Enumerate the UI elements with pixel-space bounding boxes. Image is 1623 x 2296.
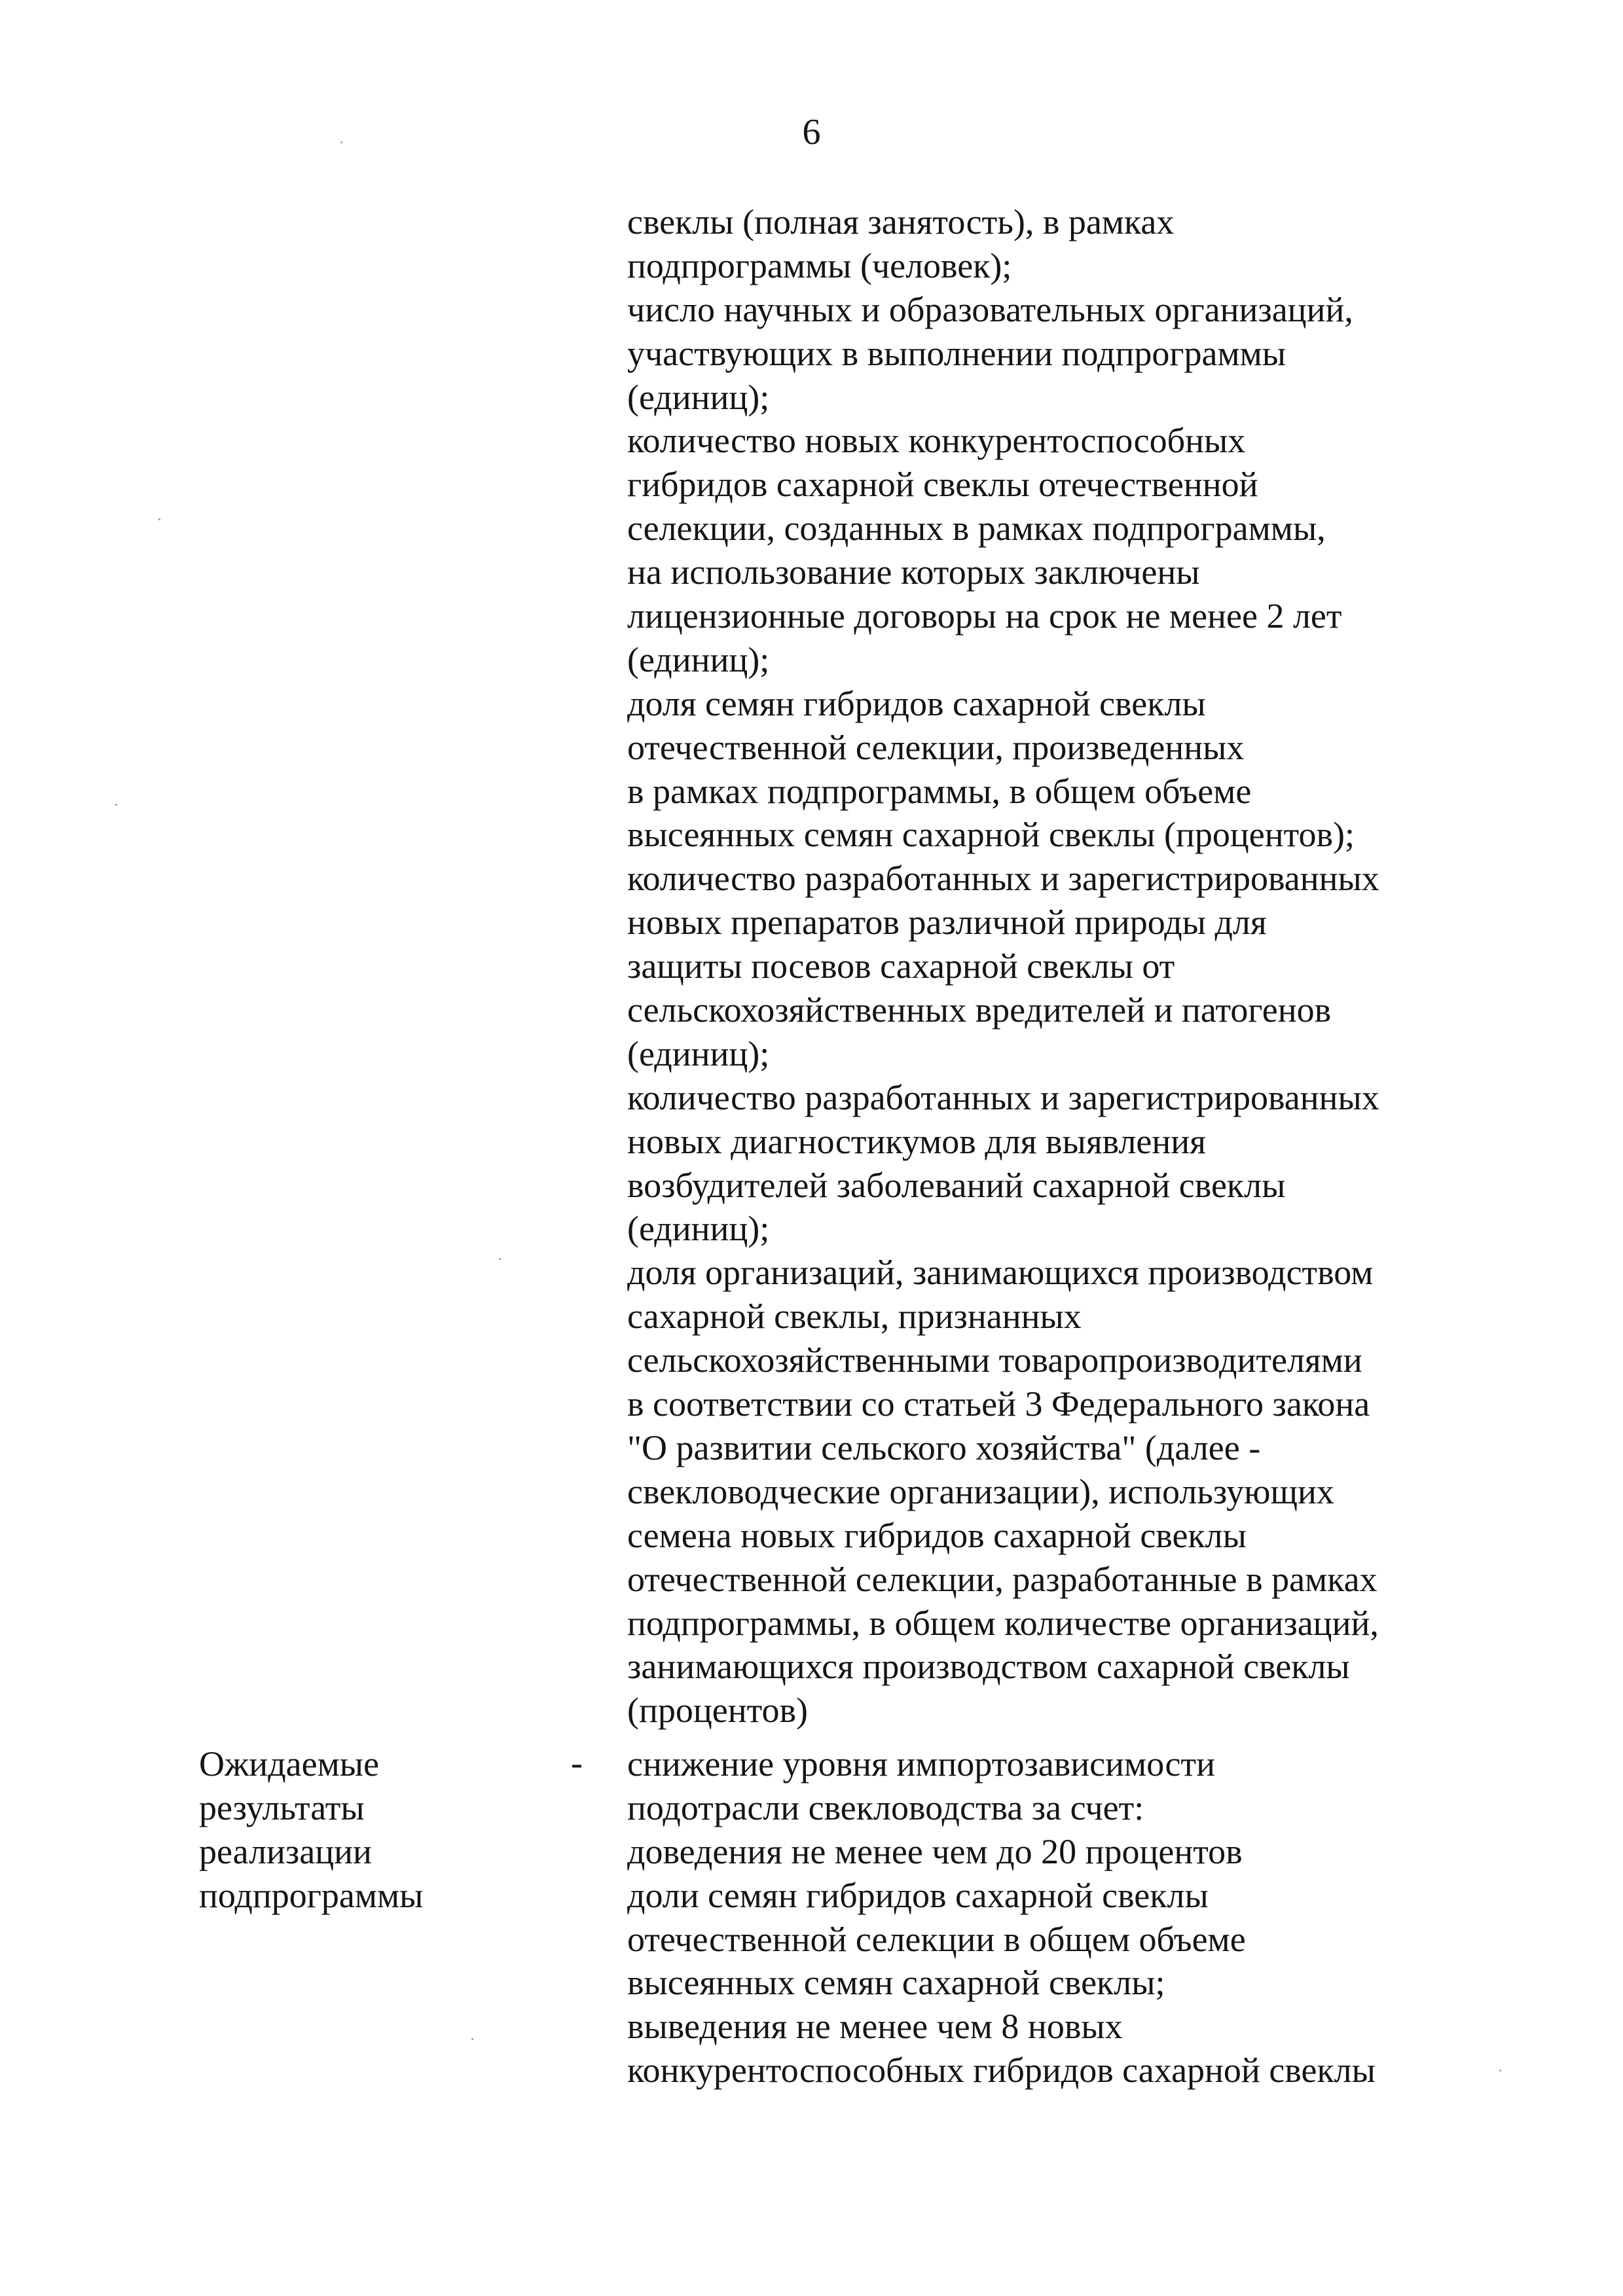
text-line: число научных и образовательных организаций,	[627, 289, 1353, 329]
text-line: лицензионные договоры на срок не менее 2 лет	[627, 596, 1342, 636]
text-line: сахарной свеклы, признанных	[627, 1297, 1082, 1336]
text-line: новых препаратов различной природы для	[627, 903, 1267, 942]
text-line: занимающихся производством сахарной свеклы	[627, 1647, 1350, 1687]
text-line: доля организаций, занимающихся производством	[627, 1253, 1374, 1293]
text-line: семена новых гибридов сахарной свеклы	[627, 1515, 1247, 1555]
text-line: конкурентоспособных гибридов сахарной свеклы	[627, 2051, 1376, 2090]
text-line: подпрограммы, в общем количестве организаций,	[627, 1603, 1379, 1643]
text-line: свеклы (полная занятость), в рамках	[627, 202, 1175, 242]
text-line: (единиц);	[627, 1209, 770, 1249]
text-line: новых диагностикумов для выявления	[627, 1121, 1207, 1161]
scan-speck	[471, 2038, 473, 2040]
text-line: высеянных семян сахарной свеклы (процентов);	[627, 815, 1355, 855]
page-number: 6	[802, 112, 821, 152]
text-line: (единиц);	[627, 377, 770, 417]
scan-speck	[499, 1258, 501, 1260]
text-line: доведения не менее чем до 20 процентов	[627, 1831, 1243, 1871]
text-line: свекловодческие организации), использующих	[627, 1471, 1334, 1511]
text-line: сельскохозяйственных вредителей и патогенов	[627, 990, 1332, 1030]
scan-speck	[1499, 2070, 1501, 2072]
text-line: количество разработанных и зарегистрированных	[627, 1077, 1379, 1117]
text-line: в рамках подпрограммы, в общем объеме	[627, 771, 1252, 811]
text-line: подпрограммы (человек);	[627, 245, 1012, 285]
text-line: (процентов)	[627, 1691, 809, 1731]
text-line: количество новых конкурентоспособных	[627, 421, 1246, 461]
text-line: на использование которых заключены	[627, 552, 1200, 592]
text-line: отечественной селекции в общем объеме	[627, 1919, 1246, 1959]
label-line: реализации	[199, 1831, 372, 1871]
label-line: подпрограммы	[199, 1875, 424, 1915]
text-line: доля семян гибридов сахарной свеклы	[627, 683, 1206, 723]
text-line: защиты посевов сахарной свеклы от	[627, 946, 1175, 986]
text-line: сельскохозяйственными товаропроизводителями	[627, 1340, 1362, 1380]
row-separator-dash: -	[571, 1743, 583, 1782]
text-line: гибридов сахарной свеклы отечественной	[627, 465, 1258, 505]
text-line: отечественной селекции, разработанные в рамках	[627, 1559, 1377, 1599]
label-line: результаты	[199, 1787, 365, 1827]
text-line: доли семян гибридов сахарной свеклы	[627, 1875, 1209, 1915]
expected-results-label	[199, 1742, 423, 1918]
text-line: "О развитии сельского хозяйства" (далее -	[627, 1427, 1261, 1467]
scan-speck	[340, 141, 342, 143]
text-line: отечественной селекции, произведенных	[627, 727, 1245, 767]
text-line: высеянных семян сахарной свеклы;	[627, 1963, 1165, 2003]
indicators-continuation	[627, 200, 1379, 1732]
text-line: (единиц);	[627, 639, 770, 679]
text-line: в соответствии со статьей 3 Федерального закона	[627, 1384, 1370, 1424]
scan-speck	[158, 518, 160, 520]
text-line: снижение уровня импортозависимости	[627, 1744, 1216, 1784]
expected-results-text	[627, 1742, 1376, 2092]
text-line: участвующих в выполнении подпрограммы	[627, 333, 1286, 373]
text-line: количество разработанных и зарегистрированных	[627, 859, 1379, 899]
text-line: (единиц);	[627, 1033, 770, 1073]
text-line: подотрасли свекловодства за счет:	[627, 1787, 1144, 1827]
text-line: выведения не менее чем 8 новых	[627, 2007, 1123, 2047]
text-line: селекции, созданных в рамках подпрограммы,	[627, 509, 1326, 548]
scan-speck	[115, 804, 117, 806]
label-line: Ожидаемые	[199, 1744, 380, 1784]
text-line: возбудителей заболеваний сахарной свеклы	[627, 1165, 1286, 1205]
